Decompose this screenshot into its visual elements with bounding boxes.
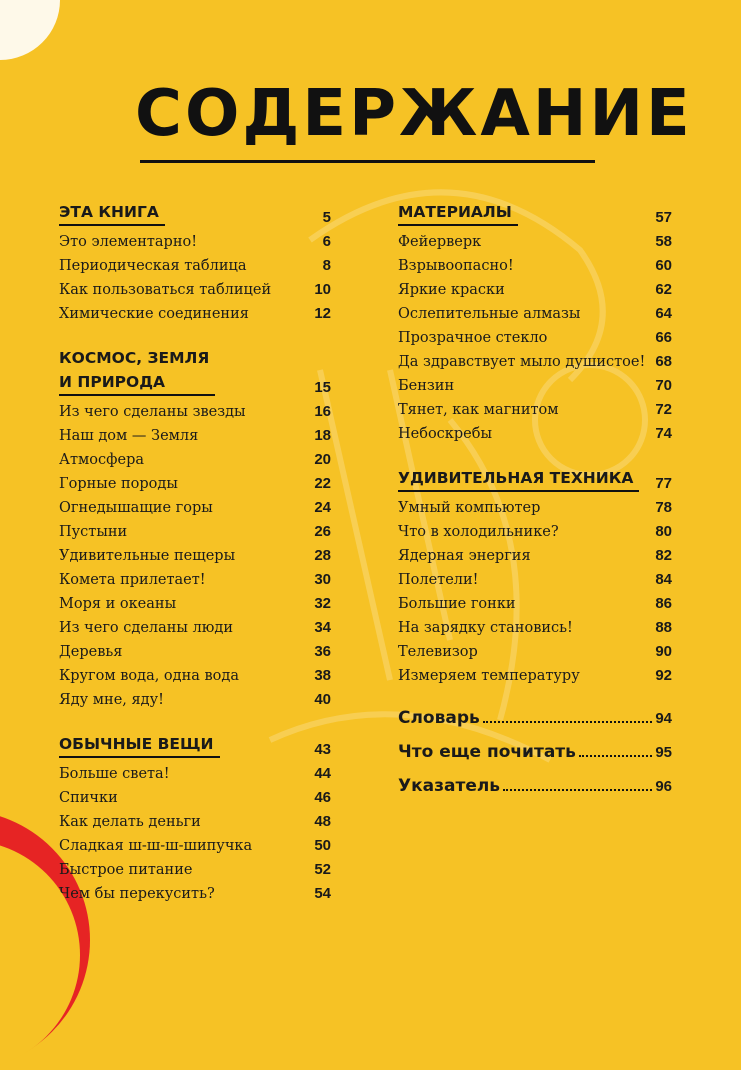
entry-label: Комета прилетает! [59, 572, 206, 588]
toc-entry[interactable] [398, 374, 672, 398]
toc-entry[interactable] [398, 326, 672, 350]
section-heading [398, 200, 672, 226]
entry-label: Ядерная энергия [398, 548, 531, 564]
entry-page-number: 64 [655, 305, 672, 322]
toc-entry[interactable] [398, 640, 672, 664]
toc-entry[interactable] [59, 544, 331, 568]
toc-entry[interactable] [398, 230, 672, 254]
entry-page-number: 32 [314, 595, 331, 612]
entry-label: Удивительные пещеры [59, 548, 236, 564]
entry-label: Яду мне, яду! [59, 692, 164, 708]
section-page-number: 15 [314, 379, 331, 396]
toc-entry[interactable] [398, 568, 672, 592]
toc-section [398, 466, 672, 688]
toc-extra-entry[interactable] [398, 708, 672, 728]
entry-page-number: 82 [655, 547, 672, 564]
entry-label: Что в холодильнике? [398, 524, 559, 540]
toc-left-column [59, 200, 331, 926]
entry-label: Быстрое питание [59, 862, 193, 878]
toc-entry[interactable] [59, 834, 331, 858]
entry-label: Это элементарно! [59, 234, 198, 250]
entry-label: Сладкая ш-ш-ш-шипучка [59, 838, 253, 854]
entry-label: Из чего сделаны звезды [59, 404, 246, 420]
toc-entry[interactable] [59, 424, 331, 448]
entry-page-number: 50 [314, 837, 331, 854]
toc-entry[interactable] [59, 592, 331, 616]
toc-entry[interactable] [59, 254, 331, 278]
entry-page-number: 54 [314, 885, 331, 902]
toc-entry[interactable] [59, 810, 331, 834]
dot-leader [579, 754, 652, 757]
entry-label: Фейерверк [398, 234, 482, 250]
section-title[interactable] [59, 732, 220, 758]
toc-entry[interactable] [59, 230, 331, 254]
entry-page-number: 58 [655, 233, 672, 250]
entry-page-number: 20 [314, 451, 331, 468]
entry-page-number: 36 [314, 643, 331, 660]
toc-entry[interactable] [59, 448, 331, 472]
toc-entry[interactable] [59, 664, 331, 688]
entry-label: Из чего сделаны люди [59, 620, 233, 636]
section-title-line: КОСМОС, ЗЕМЛЯ [59, 349, 210, 367]
entry-page-number: 12 [314, 305, 331, 322]
section-title-line: УДИВИТЕЛЬНАЯ ТЕХНИКА [398, 469, 634, 487]
extra-entry-label: Что еще почитать [398, 742, 576, 762]
entry-page-number: 46 [314, 789, 331, 806]
toc-extra-entry[interactable] [398, 776, 672, 796]
section-title-line: И ПРИРОДА [59, 373, 166, 391]
entry-label: Умный компьютер [398, 500, 541, 516]
title-underline [140, 160, 595, 163]
toc-section [59, 200, 331, 326]
entry-page-number: 44 [314, 765, 331, 782]
section-title-line: ОБЫЧНЫЕ ВЕЩИ [59, 735, 214, 753]
entry-page-number: 90 [655, 643, 672, 660]
entry-page-number: 86 [655, 595, 672, 612]
entry-label: Измеряем температуру [398, 668, 580, 684]
entry-label: Спички [59, 790, 118, 806]
entry-page-number: 66 [655, 329, 672, 346]
toc-entry[interactable] [398, 350, 672, 374]
entry-page-number: 6 [322, 233, 331, 250]
entry-page-number: 88 [655, 619, 672, 636]
extra-entry-page-number: 94 [655, 710, 672, 727]
dot-leader [503, 788, 652, 791]
entry-label: Тянет, как магнитом [398, 402, 559, 418]
entry-page-number: 80 [655, 523, 672, 540]
entry-label: Больше света! [59, 766, 170, 782]
toc-entry[interactable] [59, 520, 331, 544]
extra-entry-label: Словарь [398, 708, 480, 728]
entry-page-number: 92 [655, 667, 672, 684]
toc-entry[interactable] [398, 544, 672, 568]
section-title[interactable] [398, 200, 518, 226]
toc-entry[interactable] [398, 496, 672, 520]
entry-label: Прозрачное стекло [398, 330, 548, 346]
entry-label: Огнедышащие горы [59, 500, 213, 516]
entry-page-number: 74 [655, 425, 672, 442]
entry-label: Да здравствует мыло душистое! [398, 354, 646, 370]
entry-label: Моря и океаны [59, 596, 177, 612]
toc-entry[interactable] [398, 520, 672, 544]
toc-entry[interactable] [398, 398, 672, 422]
entry-page-number: 60 [655, 257, 672, 274]
extra-entry-label: Указатель [398, 776, 501, 796]
entry-page-number: 52 [314, 861, 331, 878]
extra-entry-page-number: 96 [655, 778, 672, 795]
toc-entry[interactable] [59, 786, 331, 810]
toc-entry[interactable] [398, 254, 672, 278]
entry-page-number: 22 [314, 475, 331, 492]
entry-label: Атмосфера [59, 452, 144, 468]
section-page-number: 43 [314, 741, 331, 758]
entry-page-number: 70 [655, 377, 672, 394]
toc-entry[interactable] [398, 592, 672, 616]
entry-label: Деревья [59, 644, 123, 660]
entry-label: Телевизор [398, 644, 478, 660]
dot-leader [483, 720, 653, 723]
entry-page-number: 30 [314, 571, 331, 588]
entry-label: Небоскребы [398, 426, 493, 442]
entry-page-number: 18 [314, 427, 331, 444]
section-page-number: 57 [655, 209, 672, 226]
toc-entry[interactable] [59, 762, 331, 786]
toc-section [398, 200, 672, 446]
toc-entry[interactable] [59, 400, 331, 424]
toc-entry[interactable] [59, 278, 331, 302]
toc-entry[interactable] [398, 302, 672, 326]
toc-entry[interactable] [59, 568, 331, 592]
entry-page-number: 78 [655, 499, 672, 516]
page-title: СОДЕРЖАНИЕ [135, 77, 693, 151]
entry-page-number: 10 [314, 281, 331, 298]
entry-label: Яркие краски [398, 282, 505, 298]
entry-label: Кругом вода, одна вода [59, 668, 239, 684]
toc-section [59, 732, 331, 906]
entry-page-number: 48 [314, 813, 331, 830]
entry-label: Как делать деньги [59, 814, 201, 830]
entry-page-number: 62 [655, 281, 672, 298]
entry-page-number: 38 [314, 667, 331, 684]
section-page-number: 77 [655, 475, 672, 492]
section-page-number: 5 [322, 209, 331, 226]
entry-label: Наш дом — Земля [59, 428, 199, 444]
entry-label: Периодическая таблица [59, 258, 247, 274]
section-title-line: МАТЕРИАЛЫ [398, 203, 512, 221]
corner-decoration-top [0, 0, 60, 60]
toc-entry[interactable] [59, 616, 331, 640]
entry-page-number: 8 [322, 257, 331, 274]
entry-page-number: 84 [655, 571, 672, 588]
toc-entry[interactable] [59, 858, 331, 882]
toc-entry[interactable] [398, 664, 672, 688]
section-title-line: ЭТА КНИГА [59, 203, 159, 221]
toc-entry[interactable] [59, 496, 331, 520]
toc-right-column [398, 200, 672, 810]
section-title[interactable] [398, 466, 639, 492]
section-heading [59, 732, 331, 758]
entry-page-number: 72 [655, 401, 672, 418]
toc-entry[interactable] [398, 422, 672, 446]
toc-entry[interactable] [398, 278, 672, 302]
section-title[interactable] [59, 200, 165, 226]
entry-label: Горные породы [59, 476, 178, 492]
toc-extra-entry[interactable] [398, 742, 672, 762]
toc-section [59, 346, 331, 712]
toc-entry[interactable] [59, 882, 331, 906]
entry-page-number: 28 [314, 547, 331, 564]
entry-label: Пустыни [59, 524, 128, 540]
toc-entry[interactable] [59, 302, 331, 326]
entry-page-number: 24 [314, 499, 331, 516]
entry-label: Полетели! [398, 572, 479, 588]
entry-label: Большие гонки [398, 596, 516, 612]
entry-page-number: 34 [314, 619, 331, 636]
section-heading [59, 200, 331, 226]
entry-label: Бензин [398, 378, 455, 394]
toc-entry[interactable] [398, 616, 672, 640]
toc-entry[interactable] [59, 640, 331, 664]
entry-label: Как пользоваться таблицей [59, 282, 272, 298]
entry-label: Ослепительные алмазы [398, 306, 581, 322]
section-heading [59, 346, 331, 396]
toc-entry[interactable] [59, 688, 331, 712]
toc-extras [398, 708, 672, 796]
section-title[interactable] [59, 346, 215, 396]
entry-page-number: 16 [314, 403, 331, 420]
section-heading [398, 466, 672, 492]
extra-entry-page-number: 95 [655, 744, 672, 761]
toc-right-sections [398, 200, 672, 688]
entry-label: Взрывоопасно! [398, 258, 514, 274]
entry-page-number: 26 [314, 523, 331, 540]
entry-page-number: 68 [655, 353, 672, 370]
entry-label: На зарядку становись! [398, 620, 573, 636]
entry-label: Химические соединения [59, 306, 249, 322]
toc-entry[interactable] [59, 472, 331, 496]
entry-label: Чем бы перекусить? [59, 886, 215, 902]
entry-page-number: 40 [314, 691, 331, 708]
